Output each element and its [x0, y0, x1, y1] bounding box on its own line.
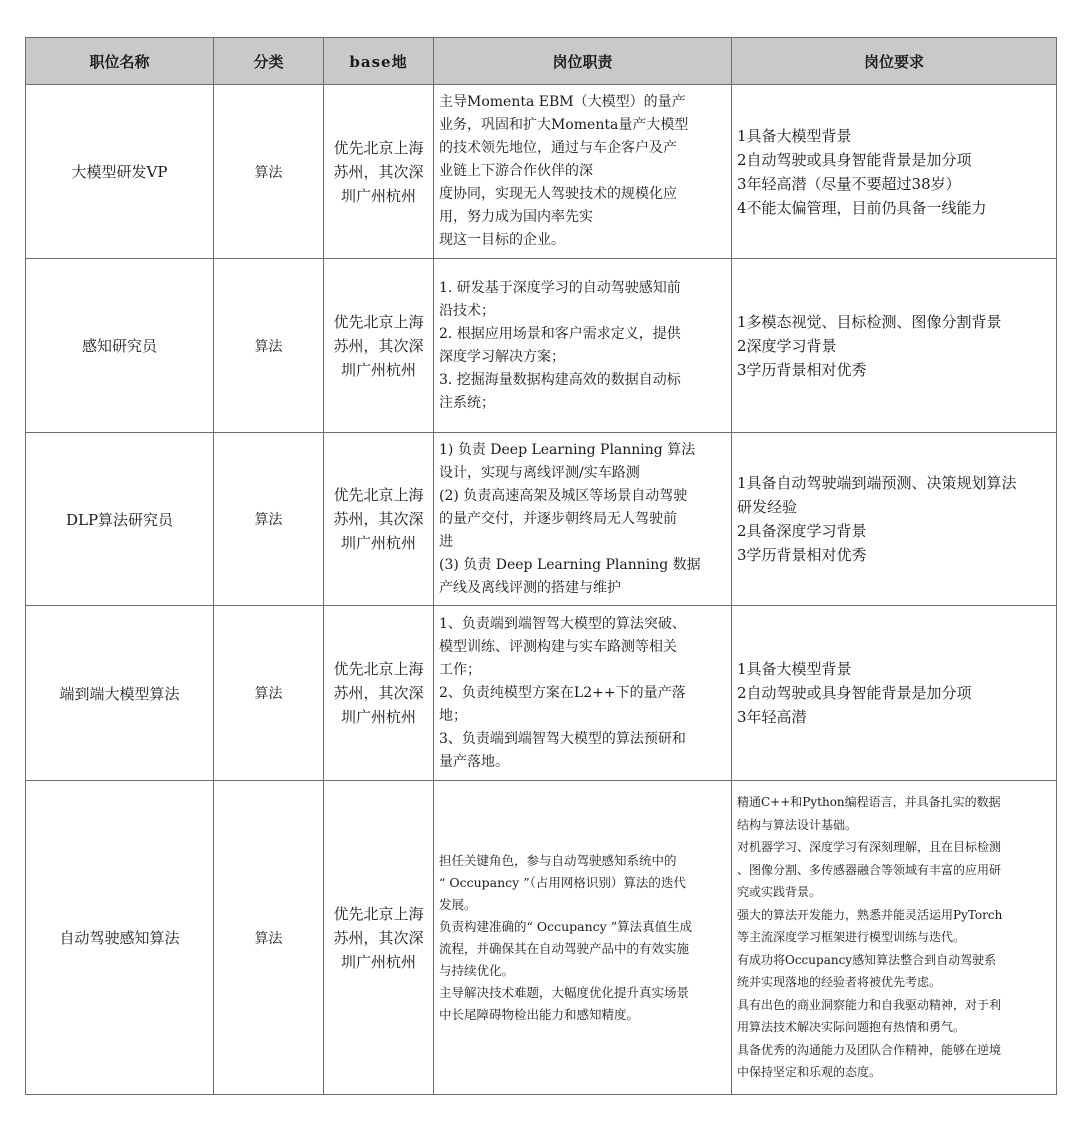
requirement-line: 中保持坚定和乐观的态度。: [737, 1065, 882, 1080]
requirement-line: 研发经验: [737, 498, 798, 516]
base-line: 苏州，其次深: [333, 162, 424, 181]
requirements: [732, 606, 1057, 781]
base-line: 苏州，其次深: [333, 510, 424, 528]
requirement-line: 用算法技术解决实际问题抱有热情和勇气。: [737, 1020, 966, 1035]
duty-line: 注系统；: [439, 394, 495, 411]
base-line: 优先北京上海: [333, 904, 424, 923]
base-line: 圳广州杭州: [340, 708, 416, 726]
duty-line: 3、负责端到端智驾大模型的算法预研和: [439, 730, 686, 747]
duty-line: 沿技术；: [439, 302, 495, 319]
duty-line: 深度学习解决方案；: [439, 348, 565, 365]
requirement-line: 3学历背景相对优秀: [737, 546, 867, 564]
position-title: 大模型研发VP: [26, 85, 214, 259]
duty-line: 2. 根据应用场景和客户需求定义，提供: [439, 325, 681, 342]
duty-line: 地；: [439, 707, 467, 724]
requirement-line: 具有出色的商业洞察能力和自我驱动精神，对于利: [737, 997, 1002, 1012]
requirement-line: 1具备大模型背景: [737, 660, 852, 678]
base-line: 圳广州杭州: [340, 952, 416, 971]
requirement-line: 统并实现落地的经验者将被优先考虑。: [737, 975, 942, 990]
header-position-title: 职位名称: [26, 38, 214, 85]
duties: [434, 259, 732, 433]
base-line: 苏州，其次深: [333, 928, 424, 947]
requirement-line: 2具备深度学习背景: [737, 522, 867, 540]
base-line: 优先北京上海: [333, 486, 424, 504]
duty-line: 现这一目标的企业。: [439, 232, 565, 248]
duty-line: 度协同，实现无人驾驶技术的规模化应: [439, 186, 677, 202]
duty-line: 与持续优化。: [439, 962, 515, 978]
duty-line: 2、负责纯模型方案在L2++下的量产落: [439, 684, 686, 701]
duty-line: 模型训练、评测构建与实车路测等相关: [439, 638, 677, 655]
base-line: 圳广州杭州: [340, 534, 416, 552]
duty-line: 1) 负责 Deep Learning Planning 算法: [439, 441, 696, 458]
duty-line: 工作；: [439, 661, 481, 678]
base-line: 苏州，其次深: [333, 336, 424, 355]
requirement-line: 2自动驾驶或具身智能背景是加分项: [737, 150, 972, 169]
requirement-line: 结构与算法设计基础。: [737, 817, 858, 832]
requirement-line: 对机器学习、深度学习有深刻理解，且在目标检测: [737, 840, 1002, 855]
base-location: [324, 85, 434, 259]
duty-line: (3) 负责 Deep Learning Planning 数据: [439, 556, 701, 573]
table-row: [26, 433, 1057, 606]
requirement-line: 1多模态视觉、目标检测、图像分割背景: [737, 312, 1002, 331]
requirement-line: 1具备大模型背景: [737, 126, 852, 145]
duties: [434, 85, 732, 259]
position-title: DLP算法研究员: [26, 433, 214, 606]
category: 算法: [214, 433, 324, 606]
requirement-line: 、图像分割、多传感器融合等领域有丰富的应用研: [737, 862, 1002, 877]
duty-line: 主导Momenta EBM（大模型）的量产: [439, 94, 686, 110]
position-title: 端到端大模型算法: [26, 606, 214, 781]
requirements: [732, 433, 1057, 606]
requirement-line: 3年轻高潜: [737, 708, 807, 726]
requirements: [732, 259, 1057, 433]
base-line: 圳广州杭州: [340, 360, 416, 379]
duty-line: 的技术领先地位，通过与车企客户及产: [439, 140, 677, 156]
table-row: [26, 781, 1057, 1095]
requirement-line: 4不能太偏管理，目前仍具备一线能力: [737, 198, 987, 217]
requirement-line: 2深度学习背景: [737, 336, 837, 355]
requirement-line: 3学历背景相对优秀: [737, 360, 867, 379]
base-location: [324, 781, 434, 1095]
duty-line: 产线及离线评测的搭建与维护: [439, 579, 621, 596]
header-category: 分类: [214, 38, 324, 85]
duty-line: 担任关键角色，参与自动驾驶感知系统中的: [439, 852, 677, 868]
base-line: 苏州，其次深: [333, 684, 424, 702]
duty-line: 负责构建准确的“ Occupancy ”算法真值生成: [439, 918, 693, 934]
base-location: [324, 433, 434, 606]
position-title: 感知研究员: [26, 259, 214, 433]
requirements: [732, 85, 1057, 259]
duty-line: 1、负责端到端智驾大模型的算法突破、: [439, 615, 686, 632]
category: 算法: [214, 781, 324, 1095]
table-row: [26, 606, 1057, 781]
requirement-line: 强大的算法开发能力，熟悉并能灵活运用PyTorch: [737, 907, 1003, 922]
requirements: [732, 781, 1057, 1095]
table-header-row: [26, 38, 1057, 85]
duty-line: 设计，实现与离线评测/实车路测: [439, 464, 640, 481]
category: 算法: [214, 606, 324, 781]
duty-line: 的量产交付，并逐步朝终局无人驾驶前: [439, 510, 677, 527]
table-row: [26, 259, 1057, 433]
requirement-line: 具备优秀的沟通能力及团队合作精神，能够在逆境: [737, 1042, 1002, 1057]
header-base-location: base地: [324, 38, 434, 85]
requirement-line: 精通C++和Python编程语言，并具备扎实的数据: [737, 795, 1001, 810]
requirement-line: 有成功将Occupancy感知算法整合到自动驾驶系: [737, 952, 997, 967]
requirement-line: 等主流深度学习框架进行模型训练与迭代。: [737, 930, 966, 945]
duty-line: “ Occupancy ”（占用网格识别）算法的迭代: [439, 874, 686, 890]
duty-line: 主导解决技术难题，大幅度优化提升真实场景: [439, 984, 690, 1000]
base-line: 优先北京上海: [333, 138, 424, 157]
header-duties: 岗位职责: [434, 38, 732, 85]
duty-line: 用，努力成为国内率先实: [439, 209, 593, 225]
duty-line: 流程，并确保其在自动驾驶产品中的有效实施: [439, 940, 690, 956]
base-location: [324, 259, 434, 433]
table-row: [26, 85, 1057, 259]
job-table: [25, 37, 1057, 1095]
base-line: 优先北京上海: [333, 660, 424, 678]
base-location: [324, 606, 434, 781]
duties: [434, 606, 732, 781]
duty-line: 发展。: [439, 896, 477, 912]
requirement-line: 1具备自动驾驶端到端预测、决策规划算法: [737, 474, 1017, 492]
duties: [434, 781, 732, 1095]
duty-line: 业链上下游合作伙伴的深: [439, 163, 593, 179]
duty-line: 中长尾障碍物检出能力和感知精度。: [439, 1006, 640, 1022]
base-line: 优先北京上海: [333, 312, 424, 331]
duty-line: (2) 负责高速高架及城区等场景自动驾驶: [439, 487, 688, 504]
category: 算法: [214, 85, 324, 259]
requirement-line: 2自动驾驶或具身智能背景是加分项: [737, 684, 972, 702]
requirement-line: 3年轻高潜（尽量不要超过38岁）: [737, 174, 961, 193]
duty-line: 量产落地。: [439, 753, 509, 770]
duty-line: 1. 研发基于深度学习的自动驾驶感知前: [439, 279, 681, 296]
requirement-line: 究或实践背景。: [737, 885, 822, 900]
position-title: 自动驾驶感知算法: [26, 781, 214, 1095]
duty-line: 进: [439, 533, 453, 550]
duty-line: 3. 挖掘海量数据构建高效的数据自动标: [439, 371, 681, 388]
duties: [434, 433, 732, 606]
category: 算法: [214, 259, 324, 433]
header-requirements: 岗位要求: [732, 38, 1057, 85]
duty-line: 业务，巩固和扩大Momenta量产大模型: [439, 117, 689, 133]
base-line: 圳广州杭州: [340, 186, 416, 205]
